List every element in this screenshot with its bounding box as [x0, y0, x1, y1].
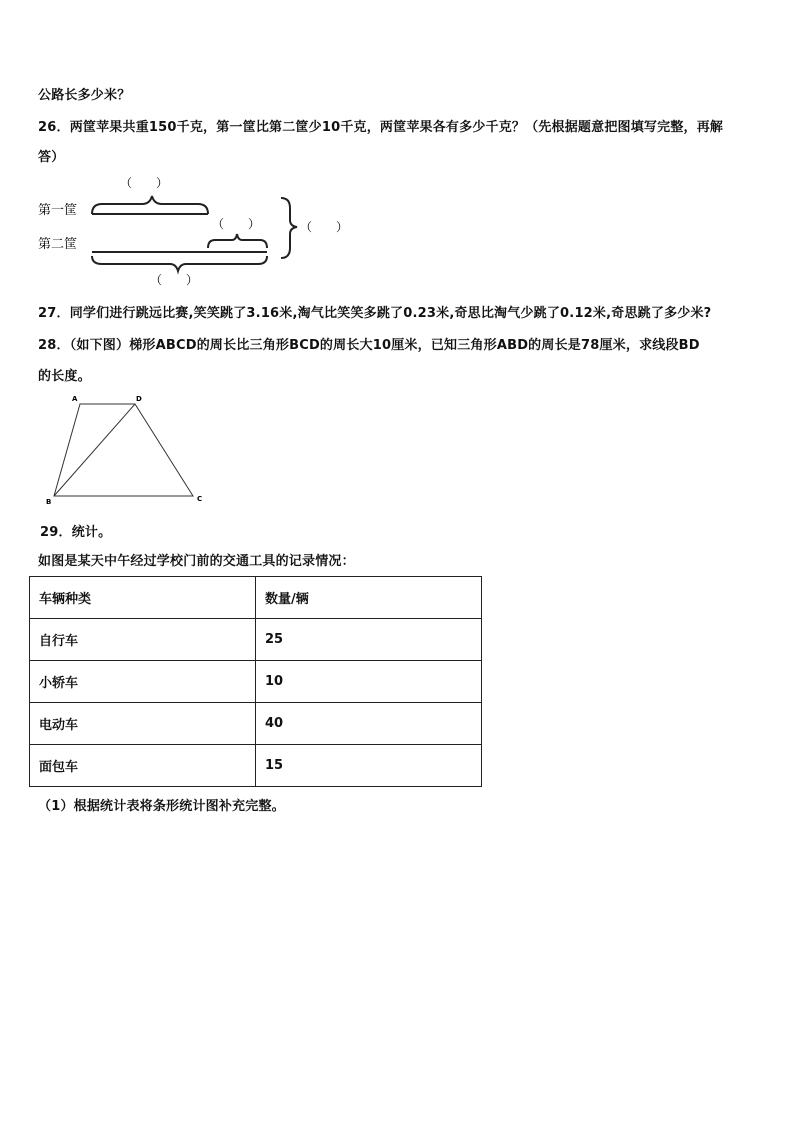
cell-count: 25 — [256, 619, 482, 661]
q26-text-line2: 答） — [38, 150, 65, 165]
cell-vehicle: 电动车 — [30, 703, 256, 745]
q25-tail: 公路长多少米？ — [38, 88, 131, 103]
label-second-basket: 第二筐 — [38, 237, 78, 252]
table-row — [30, 745, 482, 787]
brace-right-total — [281, 198, 297, 258]
cell-vehicle: 面包车 — [30, 745, 256, 787]
traffic-stats-table — [29, 576, 482, 787]
q27-text: 27．同学们进行跳远比赛,笑笑跳了3.16米,淘气比笑笑多跳了0.23米,奇思比淘气少跳了0.12米,奇思跳了多少米? — [38, 306, 712, 321]
diagram-total-blank: （ ） — [300, 220, 349, 234]
vertex-a-label: A — [72, 395, 78, 403]
cell-vehicle: 小轿车 — [30, 661, 256, 703]
cell-count: 40 — [256, 703, 482, 745]
q28-text-line1: 28．（如下图）梯形ABCD的周长比三角形BCD的周长大10厘米，已知三角形ABD的周长是78厘米，求线段BD — [38, 338, 700, 353]
brace-bottom-second — [92, 256, 267, 271]
brace-top-first — [92, 196, 208, 214]
q29-title: 29．统计。 — [40, 525, 112, 540]
table-row — [30, 703, 482, 745]
segment-bd — [54, 404, 135, 496]
q29-intro: 如图是某天中午经过学校门前的交通工具的记录情况： — [38, 554, 355, 569]
q28-trapezoid-figure — [40, 390, 220, 510]
cell-count: 10 — [256, 661, 482, 703]
q29-sub1: （1）根据统计表将条形统计图补充完整。 — [38, 799, 285, 814]
cell-count: 15 — [256, 745, 482, 787]
header-count: 数量/辆 — [256, 577, 482, 619]
brace-top-difference — [208, 234, 267, 248]
table-row — [30, 661, 482, 703]
header-vehicle-type: 车辆种类 — [30, 577, 256, 619]
vertex-b-label: B — [46, 498, 52, 506]
q28-text-line2: 的长度。 — [38, 369, 91, 384]
table-row — [30, 619, 482, 661]
diagram-bottom-blank: （ ） — [150, 273, 199, 287]
diagram-diff-blank: （ ） — [212, 217, 261, 231]
q26-bar-diagram — [0, 170, 400, 295]
diagram-top-blank: （ ） — [120, 176, 169, 190]
label-first-basket: 第一筐 — [38, 203, 78, 218]
q26-text-line1: 26．两筐苹果共重150千克，第一筐比第二筐少10千克，两筐苹果各有多少千克？（先根据题意把图填写完整，再解 — [38, 120, 724, 135]
vertex-d-label: D — [136, 395, 142, 403]
table-header-row — [30, 577, 482, 619]
vertex-c-label: C — [197, 495, 203, 503]
cell-vehicle: 自行车 — [30, 619, 256, 661]
